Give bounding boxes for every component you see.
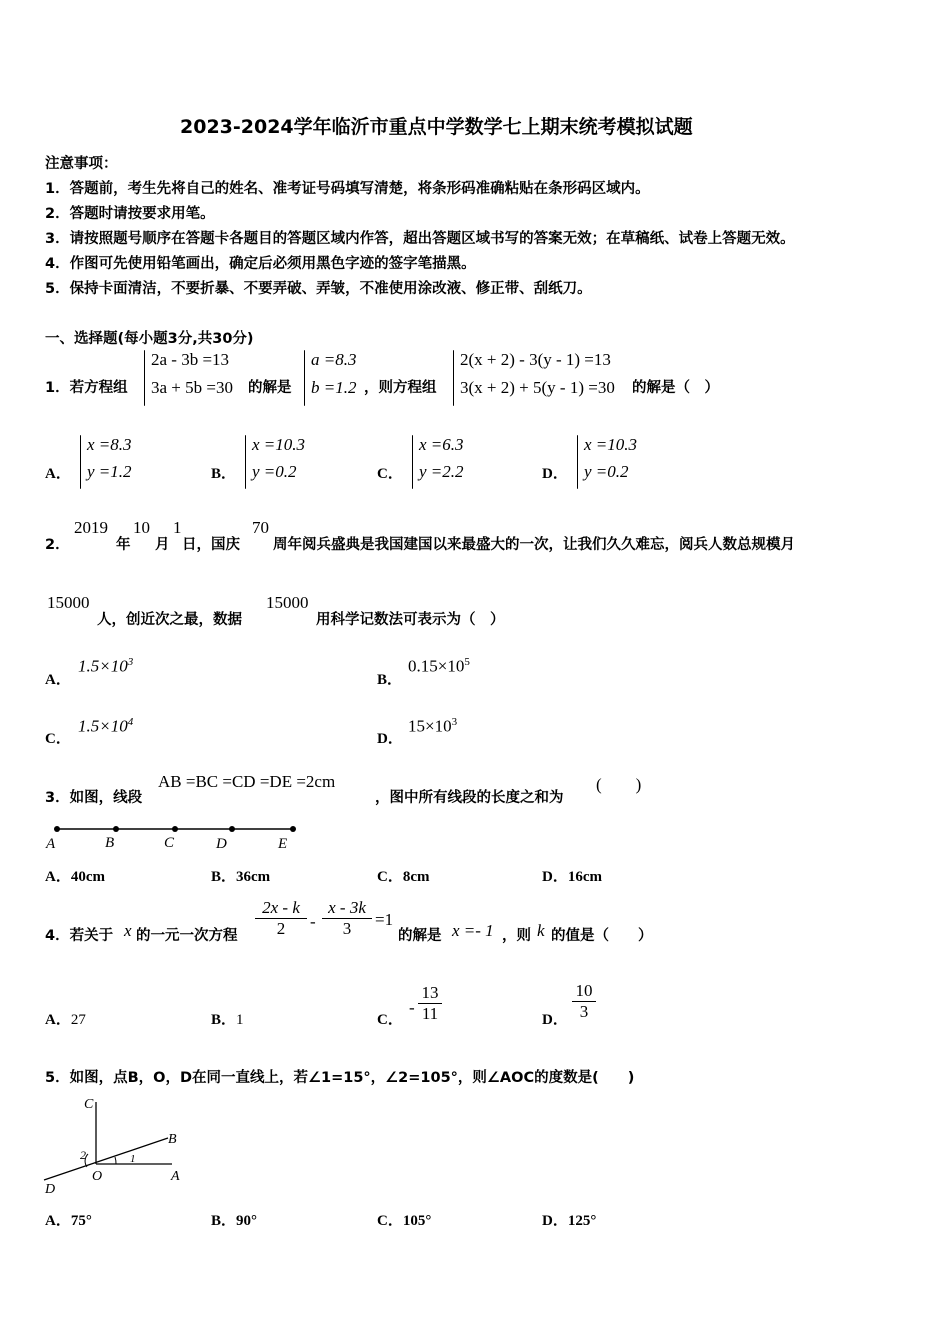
option-value: 105° bbox=[402, 1213, 432, 1229]
q2-text: 人，创近次之最，数据 bbox=[97, 612, 242, 628]
numerator: 2x - k bbox=[262, 898, 300, 917]
point-d bbox=[229, 826, 235, 832]
option-label: C． bbox=[377, 1012, 403, 1028]
minus-sign: - bbox=[310, 912, 316, 931]
q2-text: 周年阅兵盛典是我国建国以来最盛大的一次，让我们久久难忘，阅兵人数总规模月 bbox=[273, 537, 795, 553]
exponent: 5 bbox=[464, 656, 470, 668]
point-label: D bbox=[45, 1182, 56, 1197]
option-value: 36cm bbox=[236, 869, 271, 885]
numerator: 13 bbox=[421, 983, 439, 1002]
q4-text: ，则 bbox=[502, 928, 531, 944]
q2-number-value: 15000 bbox=[266, 593, 309, 612]
option-a[interactable] bbox=[45, 1008, 86, 1029]
point-label: B bbox=[105, 835, 115, 851]
equation: 2a - 3b =13 bbox=[151, 350, 230, 369]
q1-system-2 bbox=[453, 350, 615, 406]
q3-paren: ( ) bbox=[596, 775, 642, 794]
q2-text: 日，国庆 bbox=[182, 537, 240, 553]
q2-text: 用科学记数法可表示为（ ） bbox=[316, 612, 505, 628]
option-b[interactable] bbox=[408, 656, 470, 677]
option-label: D． bbox=[542, 466, 568, 482]
option-value: 0.15×10 bbox=[408, 656, 465, 676]
denominator: 3 bbox=[322, 918, 372, 939]
q3-segment-figure bbox=[40, 818, 310, 854]
option-b[interactable] bbox=[211, 1209, 257, 1230]
point-b bbox=[113, 826, 119, 832]
equation: y =0.2 bbox=[584, 462, 629, 481]
option-value: 8cm bbox=[402, 869, 430, 885]
option-a[interactable] bbox=[78, 656, 133, 677]
option-c[interactable] bbox=[377, 1209, 431, 1230]
notes-heading: 注意事项： bbox=[45, 156, 118, 172]
option-label: B． bbox=[377, 672, 403, 688]
q1-solution bbox=[304, 350, 357, 406]
option-label: A． bbox=[45, 672, 71, 688]
point-label: A bbox=[171, 1169, 180, 1184]
option-label: A． bbox=[45, 869, 71, 885]
point-label: E bbox=[278, 836, 288, 852]
q1-text: 的解是 bbox=[248, 380, 292, 396]
point-c bbox=[172, 826, 178, 832]
equation: x =10.3 bbox=[252, 435, 306, 454]
option-value: 27 bbox=[70, 1012, 86, 1028]
q1-system-1 bbox=[144, 350, 233, 406]
option-d[interactable] bbox=[408, 716, 457, 737]
option-d[interactable] bbox=[577, 435, 638, 489]
q4-stem: 4．若关于 bbox=[45, 928, 114, 944]
exponent: 3 bbox=[451, 716, 458, 728]
point-label: A bbox=[46, 836, 56, 852]
q4-text: 的一元一次方程 bbox=[136, 928, 238, 944]
numerator: 10 bbox=[575, 981, 593, 1000]
option-d[interactable] bbox=[542, 1209, 596, 1230]
equation: 3a + 5b =30 bbox=[151, 378, 233, 397]
option-label: D． bbox=[542, 869, 568, 885]
option-value: 15×10 bbox=[408, 716, 452, 736]
option-b[interactable] bbox=[211, 865, 270, 886]
q2-text: 月 bbox=[155, 537, 170, 553]
note-item: 3．请按照题号顺序在答题卡各题目的答题区域内作答，超出答题区域书写的答案无效；在草稿纸、试卷上答题无效。 bbox=[45, 231, 795, 247]
option-label: B． bbox=[211, 466, 237, 482]
q3-expression: AB =BC =CD =DE =2cm bbox=[158, 772, 336, 791]
q2-anniversary: 70 bbox=[252, 518, 269, 537]
exponent: 3 bbox=[127, 656, 134, 668]
page-title: 2023-2024学年临沂市重点中学数学七上期末统考模拟试题 bbox=[180, 116, 693, 138]
option-label: B． bbox=[211, 869, 237, 885]
option-label: C． bbox=[377, 1213, 403, 1229]
option-label: C． bbox=[377, 466, 403, 482]
q1-text: ，则方程组 bbox=[364, 380, 437, 396]
equation: y =2.2 bbox=[419, 462, 464, 481]
q2-month: 10 bbox=[133, 518, 150, 537]
q3-stem: 3．如图，线段 bbox=[45, 790, 143, 806]
option-value: 1 bbox=[236, 1012, 244, 1028]
q1-text: 的解是（ ） bbox=[632, 380, 719, 396]
q4-text: 的解是 bbox=[398, 928, 442, 944]
note-item: 1．答题前，考生先将自己的姓名、准考证号码填写清楚，将条形码准确粘贴在条形码区域内。 bbox=[45, 181, 650, 197]
q4-solution: x =- 1 bbox=[452, 921, 494, 940]
equation: x =10.3 bbox=[584, 435, 638, 454]
option-d[interactable] bbox=[572, 981, 596, 1022]
note-item: 2．答题时请按要求用笔。 bbox=[45, 206, 215, 222]
option-label: A． bbox=[45, 1012, 71, 1028]
denominator: 3 bbox=[572, 1001, 596, 1022]
point-label: C bbox=[164, 835, 175, 851]
q3-text: ，图中所有线段的长度之和为 bbox=[375, 790, 564, 806]
section-heading: 一、选择题(每小题3分,共30分) bbox=[45, 331, 254, 347]
fraction bbox=[322, 898, 372, 939]
option-value: 40cm bbox=[70, 869, 105, 885]
option-b[interactable] bbox=[211, 1008, 244, 1029]
equation: x =8.3 bbox=[87, 435, 132, 454]
option-label: A． bbox=[45, 1213, 71, 1229]
option-c[interactable] bbox=[418, 983, 442, 1024]
option-value: 75° bbox=[70, 1213, 92, 1229]
q5-stem: 5．如图，点B，O，D在同一直线上，若∠1=15°，∠2=105°，则∠AOC的度数是( ) bbox=[45, 1070, 635, 1086]
equation: y =0.2 bbox=[252, 462, 297, 481]
option-label: C． bbox=[45, 731, 71, 747]
option-a[interactable] bbox=[45, 1209, 92, 1230]
equation: 3(x + 2) + 5(y - 1) =30 bbox=[460, 378, 615, 397]
point-label: C bbox=[84, 1097, 94, 1112]
option-c[interactable] bbox=[78, 716, 133, 737]
angle-label: 2 bbox=[80, 1148, 86, 1162]
line-bd bbox=[44, 1138, 168, 1180]
option-label: B． bbox=[211, 1012, 237, 1028]
minus-sign: - bbox=[409, 998, 415, 1017]
option-label: B． bbox=[211, 1213, 237, 1229]
option-value: 125° bbox=[567, 1213, 597, 1229]
equation: x =6.3 bbox=[419, 435, 464, 454]
denominator: 2 bbox=[255, 918, 307, 939]
q2-year: 2019 bbox=[74, 518, 108, 537]
option-label: A． bbox=[45, 466, 71, 482]
fraction bbox=[255, 898, 307, 939]
q1-stem: 1．若方程组 bbox=[45, 380, 128, 396]
q4-k: k bbox=[537, 921, 545, 940]
note-item: 4．作图可先使用铅笔画出，确定后必须用黑色字迹的签字笔描黑。 bbox=[45, 256, 476, 272]
angle-label: 1 bbox=[130, 1153, 136, 1165]
option-label: C． bbox=[377, 869, 403, 885]
point-label: O bbox=[92, 1169, 103, 1184]
q4-text: 的值是（ ） bbox=[551, 928, 653, 944]
point-a bbox=[54, 826, 60, 832]
option-label: D． bbox=[377, 731, 403, 747]
q2-number: 2． bbox=[45, 537, 70, 553]
point-label: B bbox=[168, 1132, 177, 1147]
numerator: x - 3k bbox=[328, 898, 366, 917]
exponent: 4 bbox=[127, 716, 134, 728]
option-c[interactable] bbox=[412, 435, 464, 489]
q2-number-value: 15000 bbox=[47, 593, 90, 612]
option-a[interactable] bbox=[80, 435, 132, 489]
equation: 2(x + 2) - 3(y - 1) =13 bbox=[460, 350, 611, 369]
point-label: D bbox=[216, 836, 227, 852]
q2-day: 1 bbox=[173, 518, 182, 537]
option-a[interactable] bbox=[45, 865, 105, 886]
option-value: 1.5×10 bbox=[78, 656, 128, 676]
angle-1-arc bbox=[115, 1157, 116, 1164]
option-b[interactable] bbox=[245, 435, 306, 489]
option-c[interactable] bbox=[377, 865, 430, 886]
denominator: 11 bbox=[418, 1003, 442, 1024]
equation: y =1.2 bbox=[87, 462, 132, 481]
q4-variable: x bbox=[124, 921, 132, 940]
option-label: D． bbox=[542, 1012, 568, 1028]
equation: a =8.3 bbox=[311, 350, 357, 369]
option-value: 1.5×10 bbox=[78, 716, 128, 736]
option-value: 90° bbox=[236, 1213, 258, 1229]
q2-text: 年 bbox=[116, 537, 131, 553]
equals: =1 bbox=[375, 910, 394, 929]
option-d[interactable] bbox=[542, 865, 602, 886]
q5-angle-figure bbox=[42, 1092, 187, 1198]
note-item: 5．保持卡面清洁，不要折暴、不要弄破、弄皱，不准使用涂改液、修正带、刮纸刀。 bbox=[45, 281, 592, 297]
option-label: D． bbox=[542, 1213, 568, 1229]
equation: b =1.2 bbox=[311, 378, 357, 397]
option-value: 16cm bbox=[567, 869, 602, 885]
point-e bbox=[290, 826, 296, 832]
